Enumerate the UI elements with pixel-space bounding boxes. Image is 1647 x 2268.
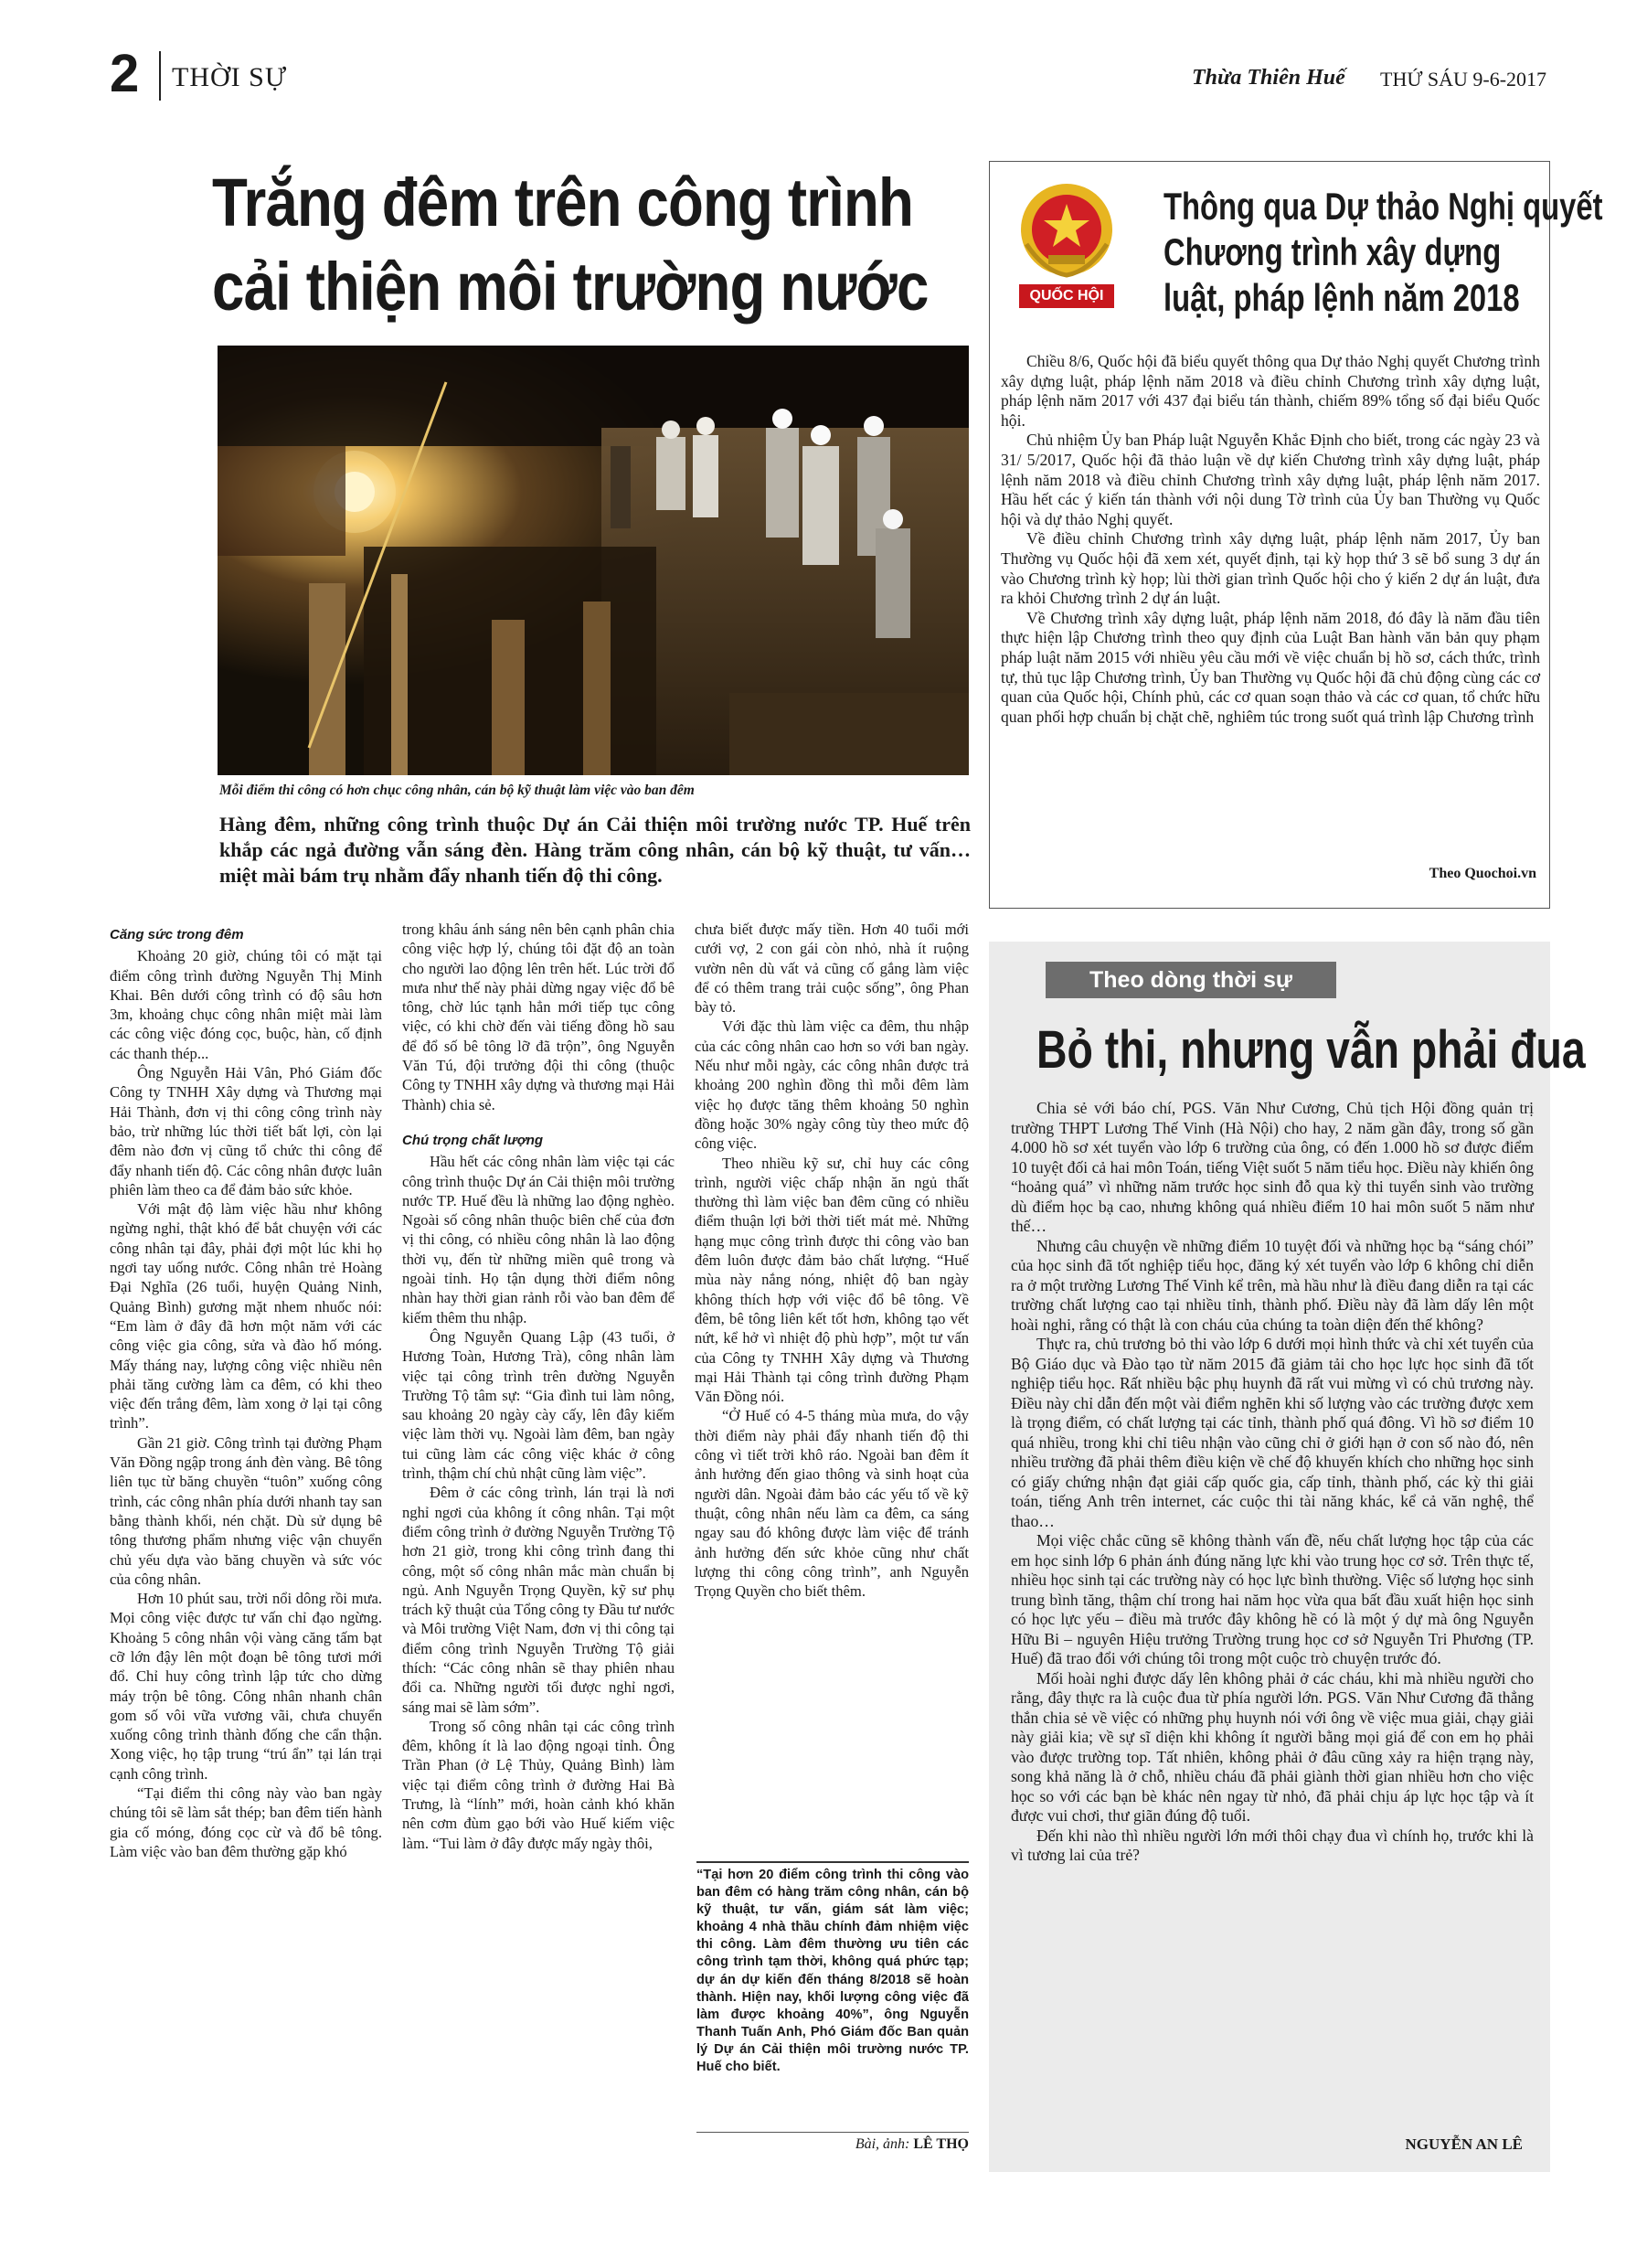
parliament-box: [989, 161, 1603, 909]
opinion-title: Bỏ thi, nhưng vẫn phải đua: [1036, 1020, 1586, 1080]
paragraph: Thực ra, chủ trương bỏ thi vào lớp 6 dưới mọi hình thức và chỉ xét tuyển của Bộ Giáo dục và Đào tạo từ năm 2015 đã giảm tải cho học lực học sinh đã tốt nghiệp tiểu học. Rất nhiều bậc phụ huynh đã rất vui mừng vì có chủ trương này. Điều này chỉ dẫn đến một vài điểm nghẽn khi số lượng vào các trường được xem là trọng điểm, có chất lượng tại các tỉnh, thành phố quá đông. Vì hồ sơ điểm 10 quá nhiều, trong khi chỉ tiêu nhận vào cũng chỉ ở giới hạn ở con số nào đó, nên nhiều trường đã phải thêm điều kiện về chế độ khuyến khích cho những học sinh có giấy chứng nhận đạt giải cấp quốc gia, cấp tỉnh, thành phố, các kỳ thi giải toán, tiếng Anh trên internet, các cuộc thi tài năng khác, kể cả văn nghệ, thể thao…: [1011, 1335, 1534, 1530]
header-divider: [159, 51, 161, 101]
page-number: 2: [110, 44, 140, 103]
photo-caption: Mỗi điểm thi công có hơn chục công nhân, cán bộ kỹ thuật làm việc vào ban đêm: [219, 783, 695, 798]
article-lead: Hàng đêm, những công trình thuộc Dự án Cải thiện môi trường nước TP. Huế trên khắp các ngả đường vẫn sáng đèn. Hàng trăm công nhân, cán bộ kỹ thuật, tư vấn… miệt mài bám trụ nhằm đẩy nhanh tiến độ thi công.: [219, 813, 971, 887]
opinion-kicker: Theo dòng thời sự: [1046, 962, 1336, 998]
paragraph: Đêm ở các công trình, lán trại là nơi nghỉ ngơi của không ít công nhân. Tại một điểm công trình ở đường Nguyễn Trường Tộ hơn 21 giờ, trong khi công trình đang thi công, một số công nhân mắc màn chuẩn bị ngủ. Anh Nguyễn Trọng Quyền, kỹ sư phụ trách kỹ thuật của Tổng công ty Đầu tư nước và Môi trường Việt Nam, đơn vị thi công tại điểm công trình Nguyễn Trường Tộ giải thích: “Các công nhân sẽ thay phiên nhau đổi ca. Những người tối được nghỉ ngơi, sáng mai sẽ làm sớm”.: [402, 1484, 675, 1716]
emblem-label: QUỐC HỘI: [1019, 284, 1114, 308]
paragraph: Khoảng 20 giờ, chúng tôi có mặt tại điểm công trình đường Nguyễn Thị Minh Khai. Bên dưới công trình có độ sâu hơn 3m, khoảng chục công nhân miệt mài làm các công việc đóng cọc, buộc, hàn, cố định các thanh thép...: [110, 947, 382, 1062]
paragraph: Mối hoài nghi được dấy lên không phải ở các cháu, khi mà nhiều người cho rằng, đây thực ra là cuộc đua từ phía người lớn. PGS. Văn Như Cương đã thẳng thắn chia sẻ về việc có những phụ huynh nói với ông về việc mua giải, chạy giải này giải kia; về sự sĩ diện khi không ít người bằng mọi giá để con em họ phải vào được trường top. Tất nhiên, không phải ở đâu cũng xảy ra hiện trạng này, song khả năng là ở chỗ, nhiều cháu đã phải giành thời gian nhiều hơn cho việc học so với các bạn bè khác nên ngay từ nhỏ, đã phải chịu áp lực học tập và ít được vui chơi, thư giãn đúng độ tuổi.: [1011, 1668, 1534, 1825]
title-line-3: luật, pháp lệnh năm 2018: [1164, 276, 1520, 319]
paragraph: Trong số công nhân tại các công trình đêm, không ít là lao động ngoại tỉnh. Ông Trần Phan (ở Lệ Thủy, Quảng Bình) làm việc tại điểm công trình ở đường Hai Bà Trưng, là “lính” mới, hoàn cảnh khó khăn nên cơm đùm gạo bới vào Huế kiếm việc làm. “Tui làm ở đây được mấy ngày thôi,: [402, 1717, 675, 1852]
paragraph: Chiều 8/6, Quốc hội đã biểu quyết thông qua Dự thảo Nghị quyết Chương trình xây dựng luật, pháp lệnh năm 2018 và điều chỉnh Chương trình xây dựng luật, pháp lệnh năm 2017 với 437 đại biểu tán thành, chiếm 89% tổng số đại biểu Quốc hội.: [1001, 352, 1540, 430]
article-column-1: [110, 920, 382, 1861]
paragraph: trong khâu ánh sáng nên bên cạnh phân chia công việc hợp lý, chúng tôi đặt độ an toàn cho người lao động lên trên hết. Lúc trời đổ mưa như thế này phải dừng ngay việc đổ bê tông, chờ lúc tạnh hẳn mới tiếp tục công việc, có khi chờ đến vài tiếng đồng hồ sau để đổ số bê tông lỡ đã trộn”, ông Nguyễn Văn Tú, đội trưởng đội thi công (thuộc Công ty TNHH xây dựng và thương mại Hải Thành) chia sẻ.: [402, 921, 675, 1113]
construction-night-scene: [218, 346, 969, 775]
national-emblem: [1017, 180, 1116, 308]
paragraph: “Tại điểm thi công này vào ban ngày chúng tôi sẽ làm sắt thép; ban đêm tiến hành gia cố móng, đóng cọc cừ và đổ bê tông. Làm việc vào ban đêm thường gặp khó: [110, 1784, 382, 1860]
parliament-box-title: [1164, 184, 1603, 321]
paragraph: Mọi việc chắc cũng sẽ không thành vấn đề, nếu chất lượng học tập của các em học sinh lớp 6 phản ánh đúng năng lực khi vào trung học cơ sở. Trên thực tế, nhiều học sinh tại các trường này có học lực bình thường. Việc số lượng học sinh trung bình tăng, thậm chí trong hai năm học vừa qua bất đầu xuất hiện học sinh có học lực yếu – điều mà trước đây không hề có là một ý dự mà ông Nguyễn Hữu Bi – nguyên Hiệu trưởng Trường trung học cơ sở Nguyễn Tri Phương (TP. Huế) đã trao đổi với chúng tôi trong một cuộc trò chuyện trước đó.: [1011, 1531, 1534, 1667]
pull-quote: “Tại hơn 20 điểm công trình thi công vào ban đêm có hàng trăm công nhân, cán bộ kỹ thuật, tư vấn, giám sát làm việc; khoảng 4 nhà thầu chính đảm nhiệm việc thi công. Làm đêm thường ưu tiên các công trình tạm thời, không quá phức tạp; dự án dự kiến đến tháng 8/2018 sẽ hoàn thành. Hiện nay, khối lượng công việc đã làm được khoảng 40%”, ông Nguyễn Thanh Tuấn Anh, Phó Giám đốc Ban quản lý Dự án Cải thiện môi trường nước TP. Huế cho biết.: [696, 1868, 969, 2075]
article-column-3: [695, 920, 969, 1601]
title-line-1: Thông qua Dự thảo Nghị quyết: [1164, 185, 1603, 228]
paragraph: Với đặc thù làm việc ca đêm, thu nhập của các công nhân cao hơn so với ban ngày. Nếu như mỗi ngày, các công nhân được trả khoảng 200 nghìn đồng thì mỗi đêm làm việc họ được tăng thêm khoảng 50 nghìn đồng hoặc 30% ngày công tùy theo mức độ công việc.: [695, 1017, 969, 1153]
paragraph: Ông Nguyễn Hải Vân, Phó Giám đốc Công ty TNHH Xây dựng và Thương mại Hải Thành, đơn vị thi công công trình này bảo, trừ những lúc thời tiết bất lợi, còn lại đêm nào đơn vị cũng tổ chức thi công để đẩy nhanh tiến độ. Các công nhân được luân phiên làm theo ca để đảm bảo sức khỏe.: [110, 1064, 382, 1198]
opinion-box: [989, 942, 1586, 2172]
paragraph: chưa biết được mấy tiền. Hơn 40 tuổi mới cưới vợ, 2 con gái còn nhỏ, nhà ít ruộng vườn nên dù vất vả cũng cố gắng làm việc để có thêm trang trải cuộc sống”, ông Phan bày tỏ.: [695, 921, 969, 1017]
article-column-2: [402, 920, 675, 1853]
paragraph: Về Chương trình xây dựng luật, pháp lệnh năm 2018, đó đây là năm đầu tiên thực hiện lập Chương trình theo quy định của Luật Ban hành văn bản quy phạm pháp luật năm 2015 với nhiều yêu cầu mới về việc chuẩn bị hồ sơ, cách thức, trình tự, thủ tục lập Chương trình, Ủy ban Thường vụ Quốc hội đã chủ động cùng các cơ quan của Quốc hội, Chính phủ, các cơ quan soạn thảo và các cơ quan, tổ chức hữu quan phối hợp chuẩn bị chặt chẽ, nghiêm túc trong suốt quá trình lập Chương trình: [1001, 608, 1540, 726]
paragraph: Đến khi nào thì nhiều người lớn mới thôi chạy đua vì chính họ, trước khi là vì tương lai của trẻ?: [1011, 1826, 1534, 1864]
paragraph: Với mật độ làm việc hầu như không ngừng nghỉ, thật khó để bắt chuyện với các công nhân tại đây, phải đợi một lúc khi họ ngơi tay uống nước. Công nhân trẻ Hoàng Đại Nghĩa (26 tuổi, huyện Quảng Ninh, Quảng Bình) gương mặt nhem nhuốc nói: “Em làm ở đây đã hơn một năm với các công việc gia công, sửa và đào hố móng. Mấy tháng nay, lượng công việc nhiều nên phải tăng cường làm ca đêm, có khi theo việc đến trắng đêm, làm xong ở lại tại công trình”.: [110, 1200, 382, 1432]
subheading-cang-suc: Căng sức trong đêm: [110, 927, 244, 942]
article-headline: [212, 161, 929, 329]
paragraph: Về điều chỉnh Chương trình xây dựng luật, pháp lệnh năm 2017, Ủy ban Thường vụ Quốc hội đã xem xét, quyết định, tại kỳ họp thứ 3 sẽ bổ sung 3 dự án vào Chương trình kỳ họp; lùi thời gian trình Quốc hội cho ý kiến 2 dự án luật, đưa ra khỏi Chương trình 2 dự án luật.: [1001, 529, 1540, 608]
paragraph: Hầu hết các công nhân làm việc tại các công trình thuộc Dự án Cải thiện môi trường nước TP. Huế đều là những lao động nghèo. Ngoài số công nhân thuộc biên chế của đơn vị thi công, có nhiều công nhân là lao động thời vụ, đến từ những miền quê trong và ngoài tỉnh. Họ tận dụng thời điểm nông nhàn hay thời gian rảnh rỗi vào ban đêm để kiếm thêm thu nhập.: [402, 1153, 675, 1326]
paragraph: Chia sẻ với báo chí, PGS. Văn Như Cương, Chủ tịch Hội đồng quản trị trường THPT Lương Thế Vinh (Hà Nội) cho hay, 2 năm gần đây, trong số gần 4.000 hồ sơ xét tuyển vào lớp 6 trường của ông, có đến 1.000 hồ sơ được điểm 10 tuyệt đối cả hai môn Toán, tiếng Việt suốt 5 năm tiểu học. Điều này khiến ông “hoảng quá” vì những năm trước học sinh đỗ qua kỳ thi tuyển sinh vào trường dù điểm học bạ cao, nhưng không quá nhiều điểm 10 hai môn suốt 5 năm như thế…: [1011, 1099, 1534, 1235]
byline-label: Bài, ảnh:: [855, 2136, 910, 2152]
section-name: THỜI SỰ: [172, 62, 288, 92]
parliament-box-body: [1001, 352, 1540, 727]
paragraph: Hơn 10 phút sau, trời nổi dông rồi mưa. Mọi công việc được tư vấn chỉ đạo ngừng. Khoảng 5 công nhân vội vàng căng tấm bạt cỡ lớn đậy lên một đoạn bê tông tươi mới đổ. Chỉ huy công trình lập tức cho dừng máy trộn bê tông. Công nhân nhanh chân gom số vôi vữa vương vãi, chưa chuyển xuống công trình thành đống che cẩn thận. Xong việc, họ tập trung “trú ẩn” tại lán trại cạnh công trình.: [110, 1590, 382, 1783]
paragraph: Nhưng câu chuyện về những điểm 10 tuyệt đối và những học bạ “sáng chói” của học sinh đã tốt nghiệp tiểu học, đăng ký xét tuyển vào lớp 6 không chỉ diễn ra ở một trường Lương Thế Vinh kể trên, mà hầu như là điều đang diễn ra tại các trường chất lượng cao tại nhiều tỉnh, thành phố. Điều này đã làm dấy lên một hoài nghi, rằng có thật là con cháu của chúng ta toàn diện đến thế không?: [1011, 1236, 1534, 1334]
article-photo: [218, 346, 969, 775]
emblem-icon: [1017, 180, 1116, 281]
publication-name: Thừa Thiên Huế: [1192, 66, 1345, 90]
opinion-author: NGUYỄN AN LÊ: [1405, 2135, 1523, 2153]
paragraph: “Ở Huế có 4-5 tháng mùa mưa, do vậy thời điểm này phải đẩy nhanh tiến độ thi công vì tiết trời khô ráo. Ngoài ban đêm ít ảnh hưởng đến giao thông và sinh hoạt của người dân. Ngoài đảm bảo các yếu tố về kỹ thuật, công nhân nếu làm ca đêm, ca sáng ngay sau đó không được làm việc để tránh ảnh hưởng đến sức khỏe cũng như chất lượng thi công công trình”, anh Nguyễn Trọng Quyền cho biết thêm.: [695, 1407, 969, 1601]
opinion-body: [1011, 1099, 1534, 1866]
issue-date: THỨ SÁU 9-6-2017: [1380, 68, 1547, 91]
subheading-chu-trong: Chú trọng chất lượng: [402, 1132, 544, 1148]
title-line-2: Chương trình xây dựng: [1164, 230, 1502, 273]
headline-line-1: Trắng đêm trên công trình: [212, 165, 913, 240]
parliament-box-source: Theo Quochoi.vn: [1429, 866, 1536, 881]
quote-rule-top: [696, 1861, 969, 1863]
paragraph: Chủ nhiệm Ủy ban Pháp luật Nguyễn Khắc Định cho biết, trong các ngày 23 và 31/ 5/2017, Quốc hội đã thảo luận về dự kiến Chương trình xây dựng luật, pháp lệnh năm 2018 và điều chỉnh Chương trình xây dựng luật, pháp lệnh năm 2017. Hầu hết các ý kiến tán thành với nội dung Tờ trình của Ủy ban Thường vụ Quốc hội và dự thảo Nghị quyết.: [1001, 431, 1540, 528]
paragraph: Theo nhiều kỹ sư, chỉ huy các công trình, người việc chấp nhận ăn ngủ thất thường thì làm việc ban đêm cũng có nhiều điểm thuận lợi bởi thời tiết mát mẻ. Những hạng mục công trình được thi công vào ban đêm luôn được đảm bảo chất lượng. “Huế mùa này nắng nóng, nhiệt độ ban ngày không thích hợp với việc đổ bê tông. Về đêm, bê tông liên kết tốt hơn, không tạo vết nứt, kể hở vì nhiệt độ phù hợp”, một tư vấn của Công ty TNHH Xây dựng và Thương mại Hải Thành tại công trình đường Phạm Văn Đồng nói.: [695, 1154, 969, 1406]
headline-line-2: cải thiện môi trường nước: [212, 249, 929, 325]
paragraph: Gần 21 giờ. Công trình tại đường Phạm Văn Đồng ngập trong ánh đèn vàng. Bê tông liên tục từ băng chuyền “tuôn” xuống công trình, các công nhân phía dưới nhanh tay san bằng thành khối, nén chặt. Dù sử dụng bê tông thương phẩm nhưng việc vận chuyển chủ yếu dựa vào băng chuyền và sức vóc của công nhân.: [110, 1433, 382, 1588]
page-header: [110, 44, 1554, 104]
byline-name: LÊ THỌ: [913, 2136, 969, 2152]
byline: [696, 2132, 969, 2153]
paragraph: Ông Nguyễn Quang Lập (43 tuổi, ở Hương Toàn, Hương Trà), công nhân làm việc tại công trình trên đường Nguyễn Trường Tộ tâm sự: “Gia đình tui làm nông, sau khoảng 20 ngày cày cấy, lên đây kiếm việc làm thời vụ. Ngoài làm đêm, ban ngày tui cũng làm các công việc khác ở công trình, thậm chí chủ nhật cũng làm việc”.: [402, 1327, 675, 1483]
